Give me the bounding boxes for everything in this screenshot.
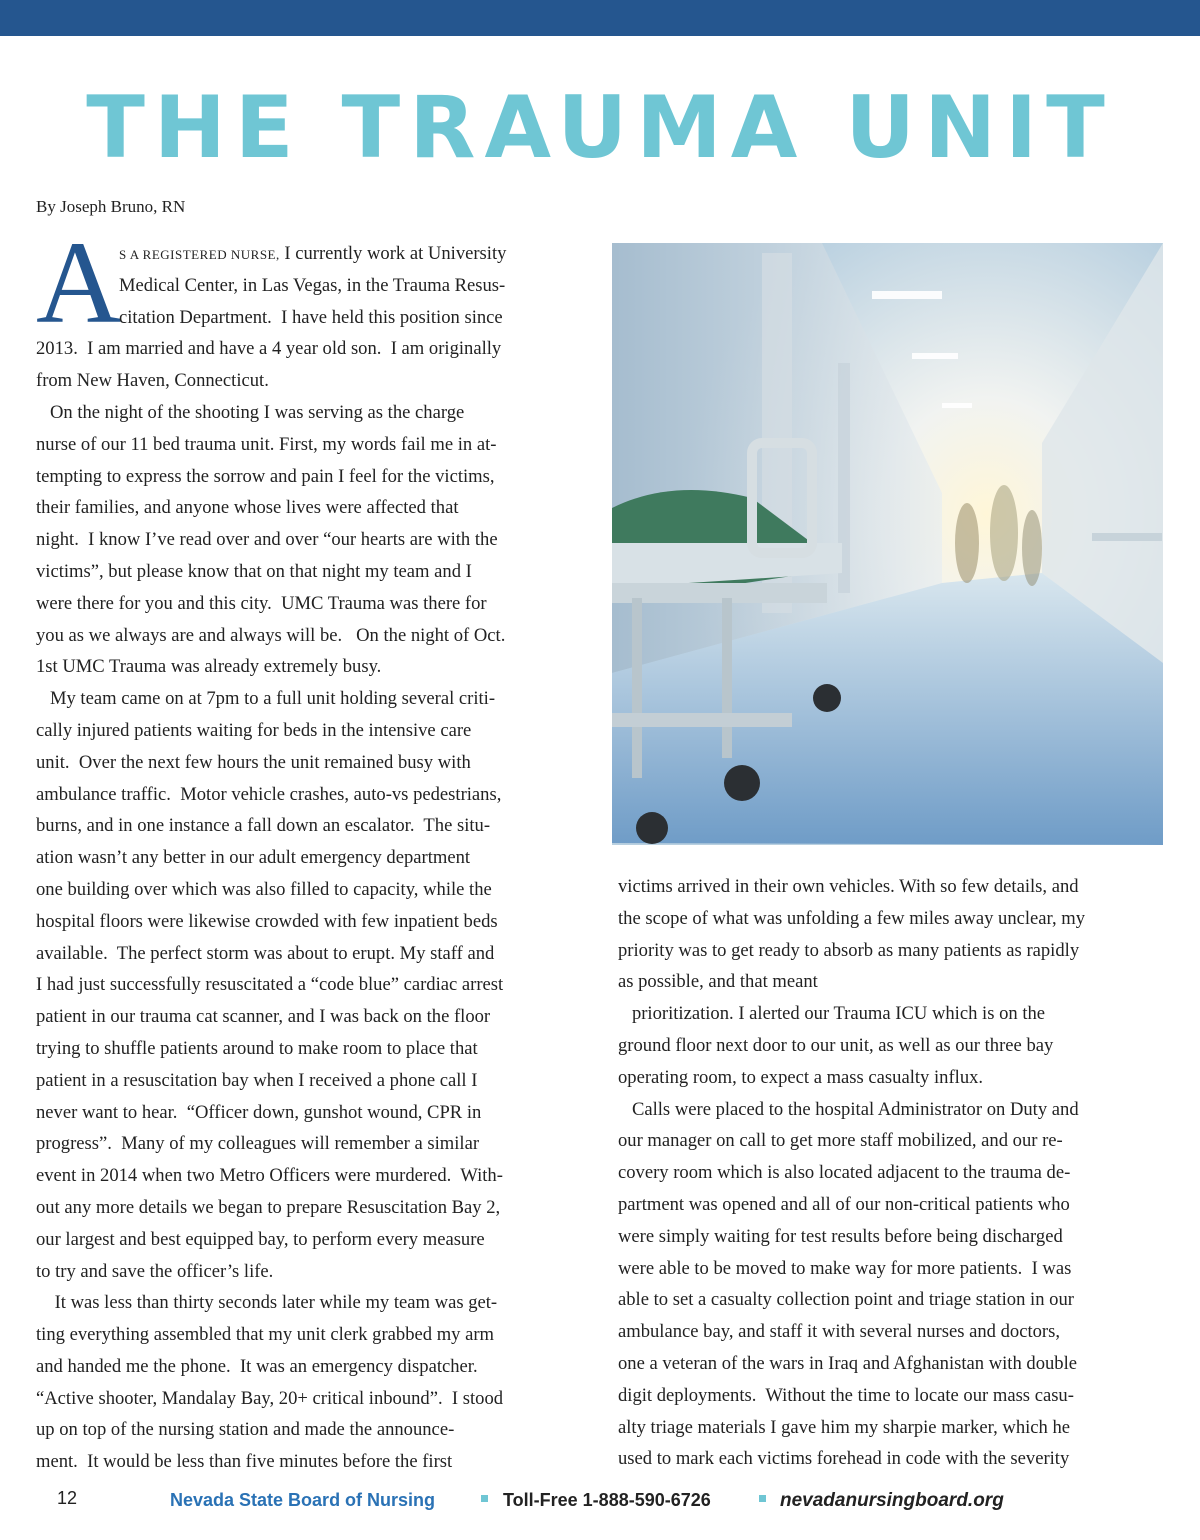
body-text-line: ambulance traffic. Motor vehicle crashes, auto-vs pedestrians,: [36, 783, 502, 805]
body-text-line: operating room, to expect a mass casualty influx.: [618, 1066, 984, 1088]
body-text-line: Medical Center, in Las Vegas, in the Trauma Resus-: [119, 274, 506, 296]
body-text-line: were there for you and this city. UMC Trauma was there for: [36, 592, 487, 614]
article-title: THE TRAUMA UNIT: [86, 78, 1114, 178]
body-text-line: our largest and best equipped bay, to perform every measure: [36, 1228, 485, 1250]
body-text-line: priority was to get ready to absorb as many patients as rapidly: [618, 939, 1080, 961]
body-text-line: cally injured patients waiting for beds in the intensive care: [36, 719, 472, 741]
body-text-line: up on top of the nursing station and made the announce-: [36, 1419, 455, 1441]
body-text-line: and handed me the phone. It was an emergency dispatcher.: [36, 1355, 478, 1377]
body-text-line: prioritization. I alerted our Trauma ICU which is on the: [618, 1003, 1046, 1025]
body-text-line: partment was opened and all of our non-critical patients who: [618, 1193, 1070, 1215]
body-text-line: used to mark each victims forehead in code with the severity: [618, 1448, 1070, 1470]
body-text-line: from New Haven, Connecticut.: [36, 370, 269, 392]
left-column: [36, 238, 586, 1478]
footer-org-name: Nevada State Board of Nursing: [170, 1490, 436, 1510]
body-text-line: progress”. Many of my colleagues will remember a similar: [36, 1133, 480, 1155]
body-text-line: patient in our trauma cat scanner, and I was back on the floor: [36, 1006, 491, 1028]
body-text-line: available. The perfect storm was about to erupt. My staff and: [36, 942, 495, 964]
body-text-line: ation wasn’t any better in our adult emergency department: [36, 847, 471, 869]
right-column: [618, 871, 1168, 1475]
body-text-line: event in 2014 when two Metro Officers were murdered. With-: [36, 1165, 503, 1187]
footer-website-link[interactable]: nevadanursingboard.org: [780, 1490, 1004, 1511]
body-text-line: digit deployments. Without the time to locate our mass casu-: [618, 1384, 1074, 1406]
body-text-line: our manager on call to get more staff mobilized, and our re-: [618, 1130, 1063, 1152]
body-text-line: tempting to express the sorrow and pain I feel for the victims,: [36, 465, 495, 487]
body-text-line: were able to be moved to make way for more patients. I was: [618, 1257, 1072, 1279]
body-text-line: to try and save the officer’s life.: [36, 1260, 274, 1282]
body-text-line: were simply waiting for test results before being discharged: [618, 1225, 1063, 1247]
body-text-line: ambulance bay, and staff it with several nurses and doctors,: [618, 1321, 1060, 1343]
page-footer: [0, 1486, 1200, 1516]
footer-phone: Toll-Free 1-888-590-6726: [503, 1490, 711, 1510]
body-text-line: as possible, and that meant: [618, 971, 818, 993]
lead-in-smallcaps: S A REGISTERED NURSE,: [119, 247, 280, 262]
body-text-line: citation Department. I have held this position since: [119, 306, 503, 328]
body-text-line: out any more details we began to prepare Resuscitation Bay 2,: [36, 1196, 501, 1218]
body-text-line: burns, and in one instance a fall down an escalator. The situ-: [36, 815, 491, 837]
body-text-line: victims arrived in their own vehicles. With so few details, and: [618, 876, 1079, 897]
body-text-line: one building over which was also filled to capacity, while the: [36, 878, 492, 900]
body-text-line: one a veteran of the wars in Iraq and Afghanistan with double: [618, 1352, 1078, 1374]
body-text-line: you as we always are and always will be. On the night of Oct.: [36, 624, 506, 646]
hospital-corridor-photo: [612, 243, 1163, 845]
body-text-line: the scope of what was unfolding a few miles away unclear, my: [618, 907, 1086, 929]
body-text-line: never want to hear. “Officer down, gunshot wound, CPR in: [36, 1101, 482, 1123]
body-text-line: able to set a casualty collection point and triage station in our: [618, 1289, 1074, 1311]
body-text-line: nurse of our 11 bed trauma unit. First, my words fail me in at-: [36, 433, 497, 455]
body-text-line: ment. It would be less than five minutes before the first: [36, 1451, 453, 1473]
body-text-line: alty triage materials I gave him my sharpie marker, which he: [618, 1416, 1071, 1438]
body-text-line: patient in a resuscitation bay when I received a phone call I: [36, 1069, 478, 1091]
body-text-line: victims”, but please know that on that night my team and I: [36, 560, 472, 582]
top-banner-bar: [0, 0, 1200, 36]
body-text-line: It was less than thirty seconds later while my team was get-: [36, 1292, 498, 1314]
body-text-line: ting everything assembled that my unit clerk grabbed my arm: [36, 1324, 495, 1346]
body-text-line: ground floor next door to our unit, as well as our three bay: [618, 1034, 1054, 1056]
body-text-line: 1st UMC Trauma was already extremely busy.: [36, 656, 382, 678]
drop-cap: A: [36, 217, 122, 348]
body-text-line: covery room which is also located adjacent to the trauma de-: [618, 1162, 1071, 1184]
page-number: 12: [57, 1488, 78, 1508]
body-text-line: 2013. I am married and have a 4 year old son. I am originally: [36, 338, 502, 360]
body-text-line: On the night of the shooting I was serving as the charge: [36, 401, 465, 423]
body-text-line: hospital floors were likewise crowded with few inpatient beds: [36, 910, 498, 932]
body-text-line: My team came on at 7pm to a full unit holding several criti-: [36, 688, 496, 710]
body-text-line: Calls were placed to the hospital Administrator on Duty and: [618, 1098, 1079, 1120]
body-text-line: their families, and anyone whose lives were affected that: [36, 497, 459, 519]
byline: By Joseph Bruno, RN: [36, 197, 186, 216]
body-text-line: S A REGISTERED NURSE, I currently work at University: [119, 243, 507, 264]
footer-separator-icon: [481, 1495, 488, 1502]
corridor-image: [612, 243, 1163, 845]
footer-separator-icon: [759, 1495, 766, 1502]
body-text-line: I had just successfully resuscitated a “code blue” cardiac arrest: [36, 974, 504, 996]
body-text-line: unit. Over the next few hours the unit remained busy with: [36, 751, 471, 773]
body-text-line: trying to shuffle patients around to make room to place that: [36, 1037, 478, 1059]
body-text-line: night. I know I’ve read over and over “our hearts are with the: [36, 529, 498, 551]
body-text-line: “Active shooter, Mandalay Bay, 20+ critical inbound”. I stood: [36, 1387, 504, 1409]
